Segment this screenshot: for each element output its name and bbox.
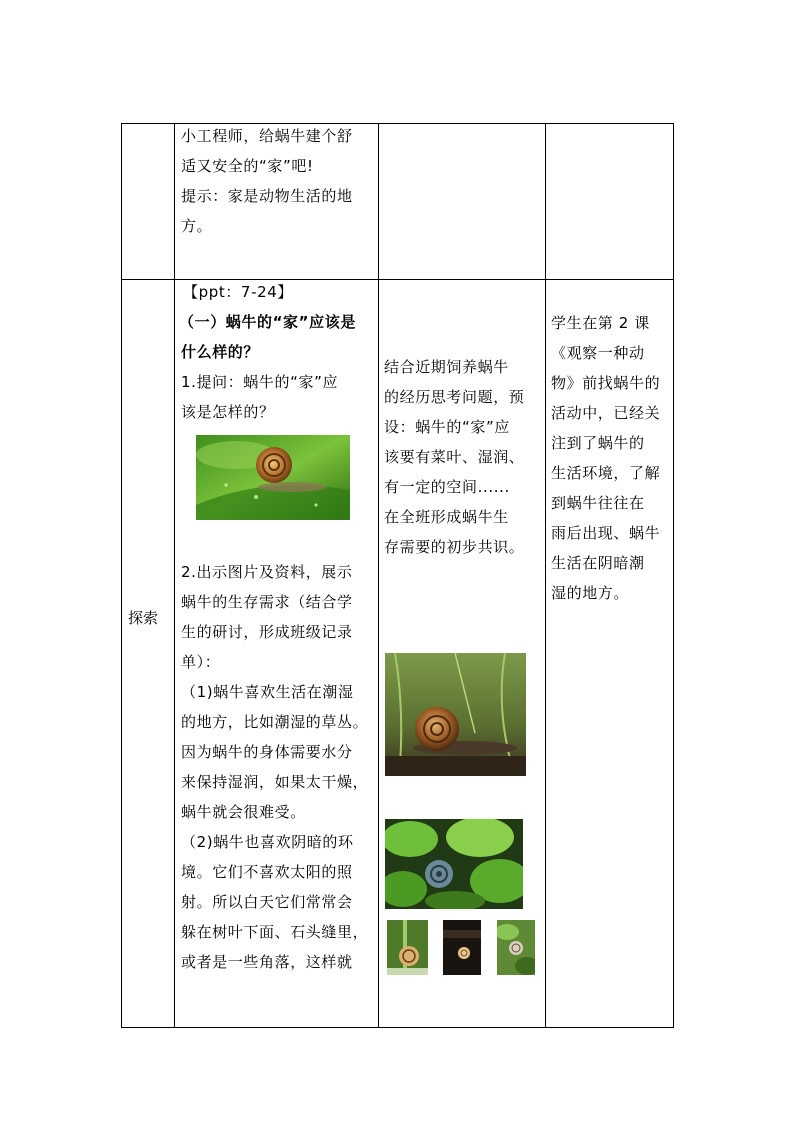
humidity-line: 因为蜗牛的身体需要水分 bbox=[181, 743, 353, 761]
col-border-3 bbox=[545, 123, 546, 1028]
student-line: 有一定的空间...... bbox=[384, 478, 510, 496]
student-line: 在全班形成蜗牛生 bbox=[384, 508, 509, 526]
student-line: 结合近期饲养蜗牛 bbox=[384, 358, 509, 376]
snail-leaf-photo bbox=[196, 435, 350, 520]
darkness-line: （2)蜗牛也喜欢阴暗的环 bbox=[181, 833, 354, 851]
materials-line: 蜗牛的生存需求（结合学 bbox=[181, 593, 353, 611]
table-bottom-border bbox=[121, 1027, 674, 1028]
question-line: 该是怎样的？ bbox=[181, 403, 275, 421]
phase-label: 探索 bbox=[128, 609, 159, 627]
intent-line: 到蜗牛往往在 bbox=[551, 494, 645, 512]
snail-stem-thumb bbox=[387, 920, 428, 975]
row2-activity-bottom bbox=[181, 557, 376, 977]
intent-line: 雨后出现、蜗牛 bbox=[551, 524, 661, 542]
col-border-left bbox=[121, 123, 122, 1028]
darkness-line: 境。它们不喜欢太阳的照 bbox=[181, 863, 353, 881]
col-border-2 bbox=[378, 123, 379, 1028]
col-border-1 bbox=[174, 123, 175, 1028]
humidity-line: 蜗牛就会很难受。 bbox=[181, 803, 306, 821]
darkness-line: 躲在树叶下面、石头缝里， bbox=[181, 923, 369, 941]
humidity-line: （1)蜗牛喜欢生活在潮湿 bbox=[181, 683, 354, 701]
intent-line: 物》前找蜗牛的 bbox=[551, 374, 661, 392]
humidity-line: 来保持湿润，如果太干燥， bbox=[181, 773, 369, 791]
humidity-line: 的地方，比如潮湿的草丛。 bbox=[181, 713, 369, 731]
section-heading: 什么样的？ bbox=[181, 343, 260, 361]
row2-activity-top bbox=[181, 277, 376, 427]
design-intent-text bbox=[551, 308, 671, 608]
row1-activity-text bbox=[181, 121, 376, 241]
intent-line: 学生在第 2 课 bbox=[551, 314, 650, 332]
darkness-line: 或者是一些角落，这样就 bbox=[181, 953, 353, 971]
student-line: 该要有菜叶、湿润、 bbox=[384, 448, 525, 466]
snail-plants-photo bbox=[385, 819, 523, 909]
intent-line: 《观察一种动 bbox=[551, 344, 645, 362]
intent-line: 生活在阴暗潮 bbox=[551, 554, 645, 572]
materials-line: 单）： bbox=[181, 653, 221, 671]
snail-crevice-thumb bbox=[443, 920, 481, 975]
intent-line: 活动中，已经关 bbox=[551, 404, 661, 422]
materials-line: 2.出示图片及资料，展示 bbox=[181, 563, 353, 581]
question-line: 1.提问：蜗牛的“家”应 bbox=[181, 373, 339, 391]
snail-grass-photo bbox=[385, 653, 526, 776]
intent-line: 湿的地方。 bbox=[551, 584, 630, 602]
student-line: 设：蜗牛的“家”应 bbox=[384, 418, 510, 436]
student-line: 的经历思考问题，预 bbox=[384, 388, 525, 406]
intent-line: 生活环境，了解 bbox=[551, 464, 661, 482]
ppt-reference: 【ppt：7-24】 bbox=[183, 283, 293, 301]
row1-line: 提示：家是动物生活的地 bbox=[181, 187, 353, 205]
materials-line: 生的研讨，形成班级记录 bbox=[181, 623, 353, 641]
intent-line: 注到了蜗牛的 bbox=[551, 434, 645, 452]
row1-line: 方。 bbox=[181, 217, 213, 235]
student-line: 存需要的初步共识。 bbox=[384, 538, 525, 556]
student-activity-text bbox=[384, 352, 544, 562]
row1-line: 小工程师，给蜗牛建个舒 bbox=[181, 127, 353, 145]
snail-ground-thumb bbox=[497, 920, 535, 975]
section-heading: （一）蜗牛的“家”应该是 bbox=[179, 313, 356, 331]
col-border-right bbox=[673, 123, 674, 1028]
row1-line: 适又安全的“家”吧! bbox=[181, 157, 314, 175]
darkness-line: 射。所以白天它们常常会 bbox=[181, 893, 353, 911]
